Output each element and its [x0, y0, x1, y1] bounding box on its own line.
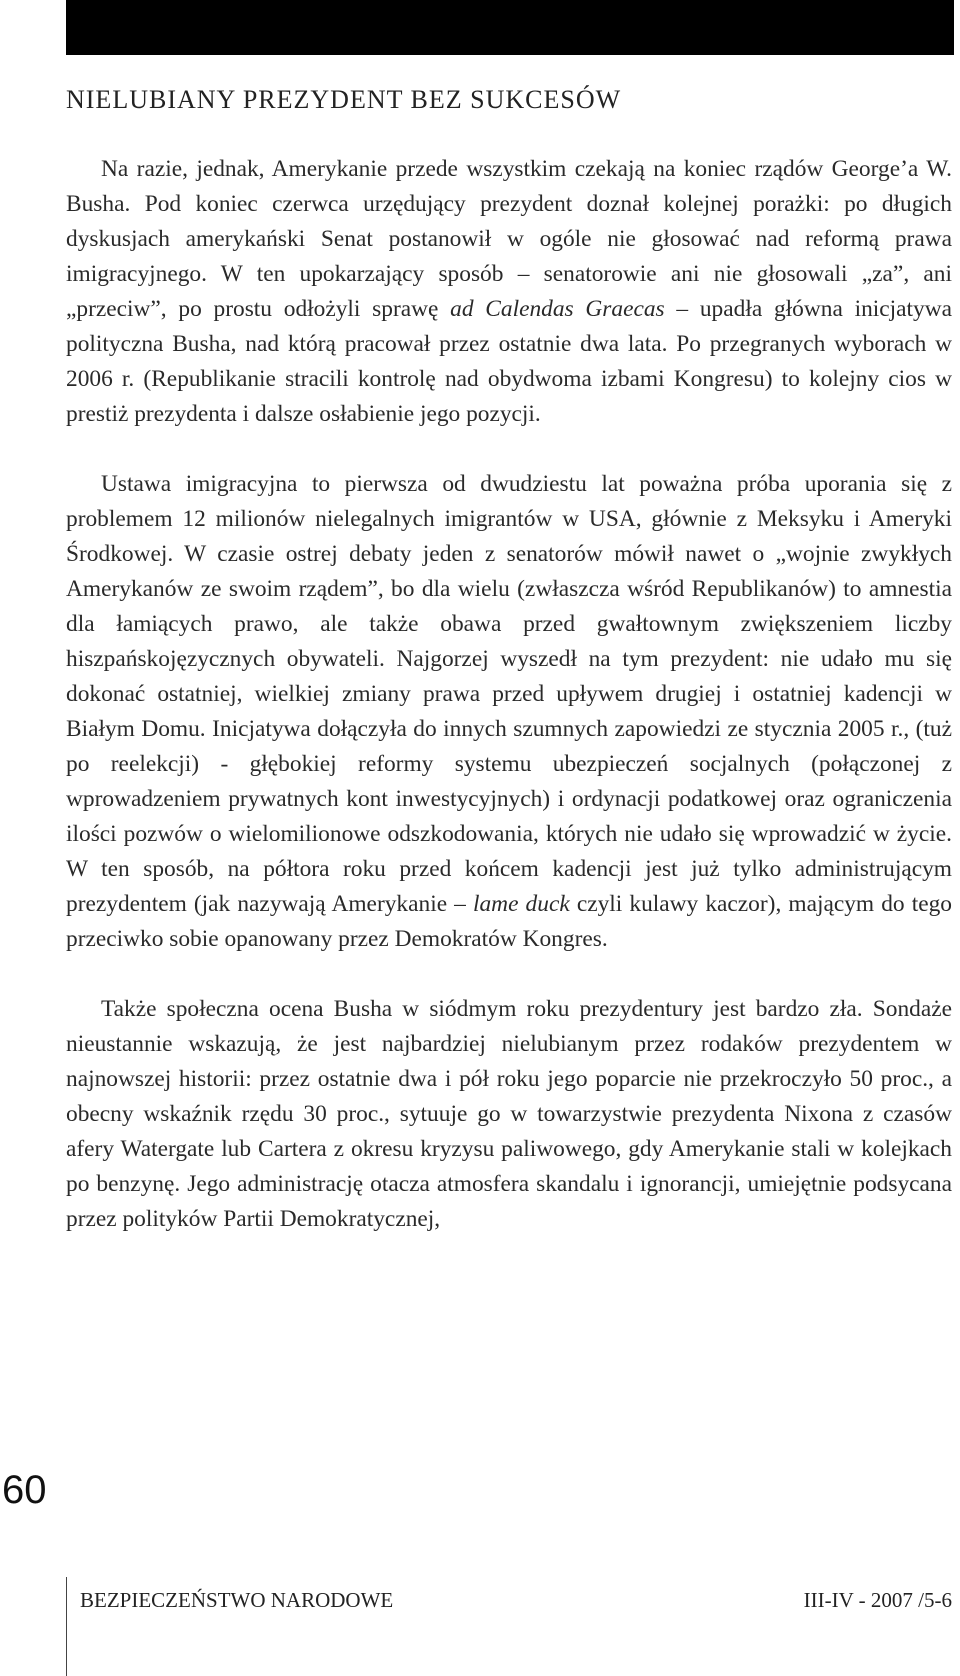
paragraph-1 [66, 152, 952, 432]
article-body [66, 152, 952, 1237]
page-number: 60 [2, 1468, 47, 1512]
paragraph-1-italic: ad Calendas Graecas [450, 296, 665, 322]
paragraph-1-text-cont: – upadła główna inicjatywa polityczna Busha, nad którą pracował przez ostatnie dwa lata. Po przegranych wyborach w 2006 r. (Republikanie stracili kontrolę nad obydwoma izbami Kongresu) to kolejny cios w prestiż prezydenta i dalsze osłabienie jego pozycji. [66, 296, 952, 427]
paragraph-2-text-cont: czyli kulawy kaczor), mającym do tego przeciwko sobie opanowany przez Demokratów Kongres. [66, 891, 952, 952]
running-title: NIELUBIANY PREZYDENT BEZ SUKCESÓW [66, 85, 622, 114]
paragraph-3 [66, 992, 952, 1237]
footer-journal-name: BEZPIECZEŃSTWO NARODOWE [80, 1588, 394, 1612]
paragraph-3-text: Także społeczna ocena Busha w siódmym roku prezydentury jest bardzo zła. Sondaże nieustannie wskazują, że jest najbardziej nielubianym przez rodaków prezydentem w najnowszej historii: przez ostatnie dwa i pół roku jego poparcie nie przekroczyło 50 proc., a obecny wskaźnik rzędu 30 proc., sytuuje go w towarzystwie prezydenta Nixona z czasów afery Watergate lub Cartera z okresu kryzysu paliwowego, gdy Amerykanie stali w kolejkach po benzynę. Jego administrację otacza atmosfera skandalu i ignorancji, umiejętnie podsycana przez polityków Partii Demokratycznej, [66, 996, 952, 1232]
footer-issue-number: III-IV - 2007 /5-6 [803, 1588, 952, 1612]
paragraph-2 [66, 467, 952, 957]
paragraph-2-italic: lame duck [472, 891, 570, 917]
header-bar [66, 0, 954, 55]
paragraph-1-text: Na razie, jednak, Amerykanie przede wszystkim czekają na koniec rządów George’a W. Busha. Pod koniec czerwca urzędujący prezydent doznał kolejnej porażki: po długich dyskusjach amerykański Senat postanowił w ogóle nie głosować nad reformą prawa imigracyjnego. W ten upokarzający sposób – senatorowie ani nie głosowali „za”, ani „przeciw”, po prostu odłożyli sprawę [66, 156, 952, 322]
footer-divider [66, 1577, 67, 1676]
paragraph-2-text: Ustawa imigracyjna to pierwsza od dwudziestu lat poważna próba uporania się z problemem 12 milionów nielegalnych imigrantów w USA, głównie z Meksyku i Ameryki Środkowej. W czasie ostrej debaty jeden z senatorów mówił nawet o „wojnie zwykłych Amerykanów ze swoim rządem”, bo dla wielu (zwłaszcza wśród Republikanów) to amnestia dla łamiących prawo, ale także obawa przed gwałtownym zwiększeniem liczby hiszpańskojęzycznych obywateli. Najgorzej wyszedł na tym prezydent: nie udało mu się dokonać ostatniej, wielkiej zmiany prawa przed upływem drugiej i ostatniej kadencji w Białym Domu. Inicjatywa dołączyła do innych szumnych zapowiedzi ze stycznia 2005 r., (tuż po reelekcji) - głębokiej reformy systemu ubezpieczeń socjalnych (połączonej z wprowadzeniem prywatnych kont inwestycyjnych) i ordynacji podatkowej oraz ograniczenia ilości pozwów o wielomilionowe odszkodowania, których nie udało się wprowadzić w życie. W ten sposób, na półtora roku przed końcem kadencji jest już tylko administrującym prezydentem (jak nazywają Amerykanie – [66, 471, 952, 917]
